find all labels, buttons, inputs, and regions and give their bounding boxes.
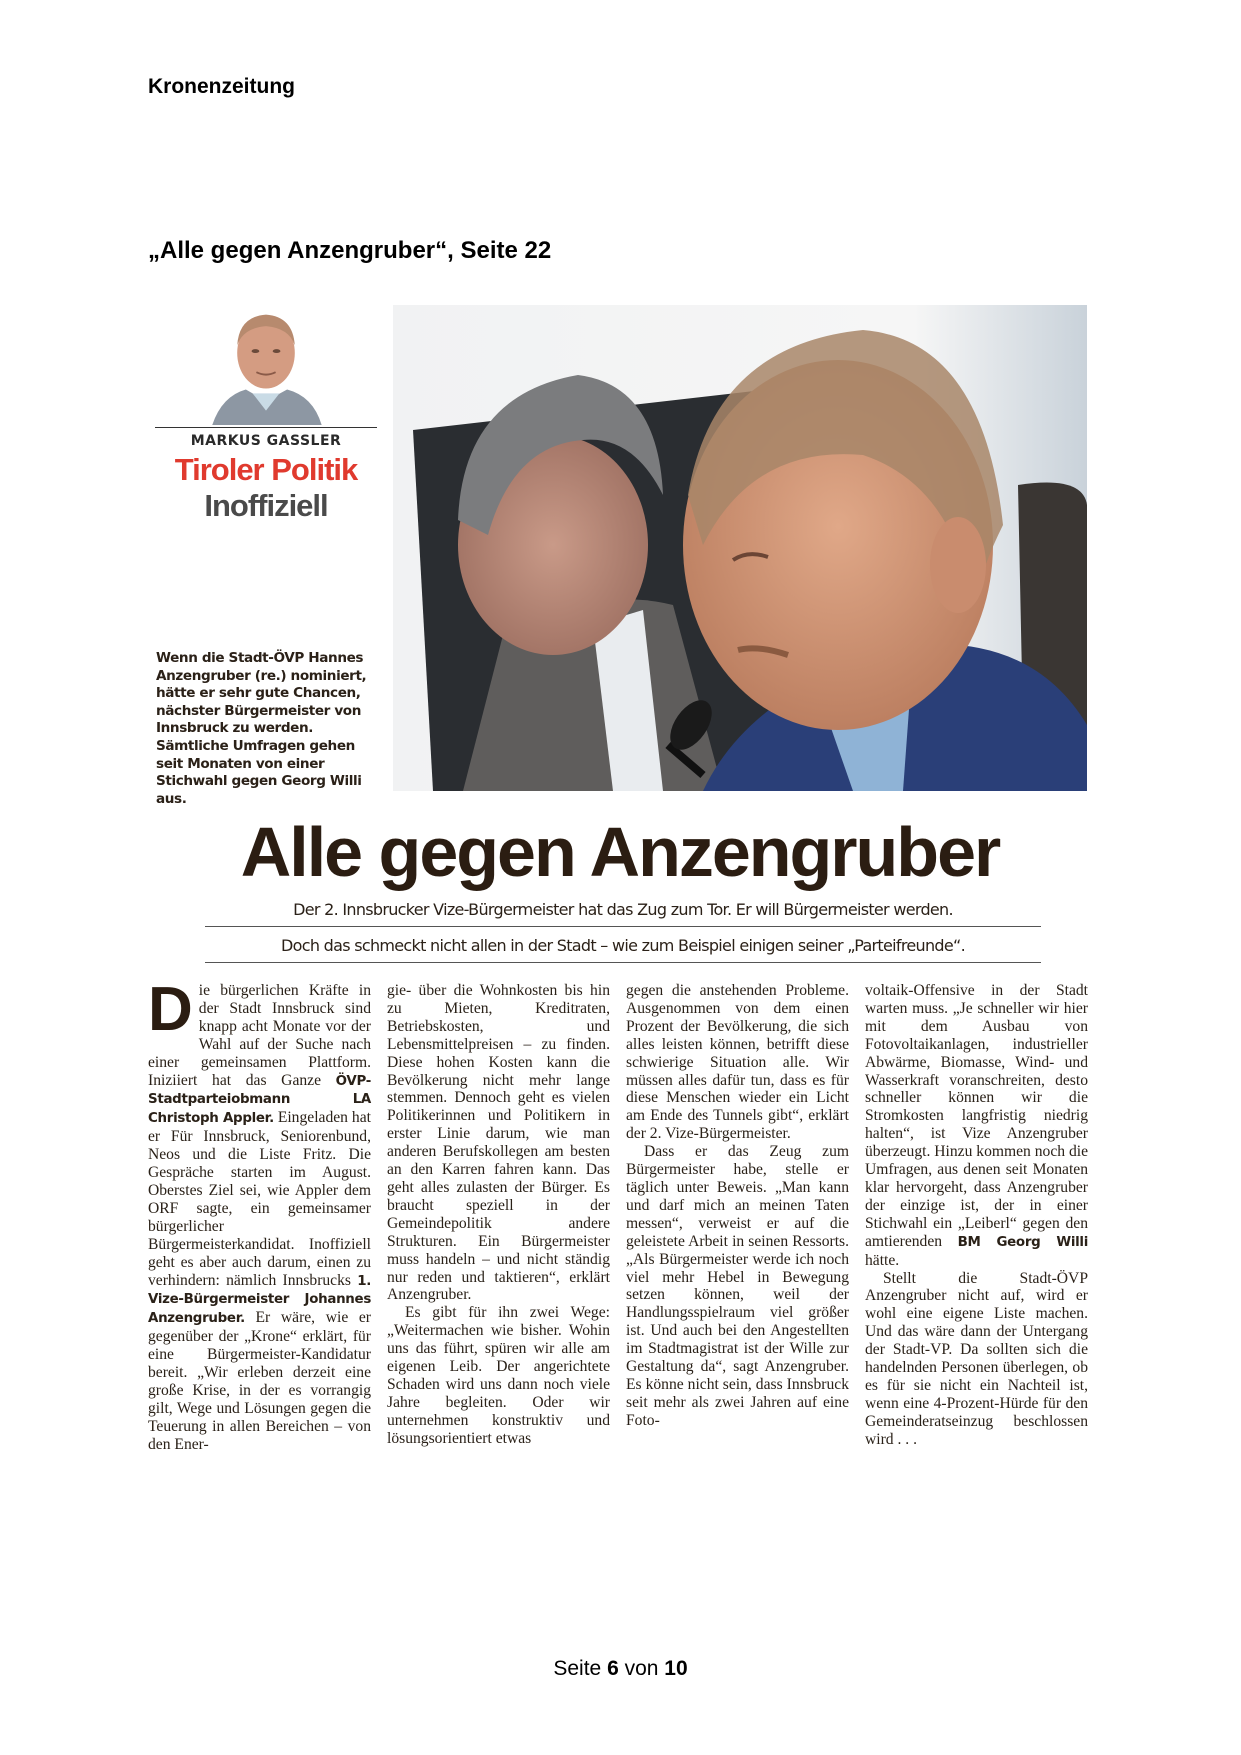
article-photo	[393, 305, 1087, 791]
body-text: hätte.	[865, 1251, 900, 1269]
article-column-4	[865, 982, 1088, 1522]
article-column-1	[148, 975, 371, 1522]
total-pages: 10	[664, 1657, 688, 1680]
publication-name: Kronenzeitung	[148, 75, 295, 98]
article-photo-image	[393, 305, 1087, 791]
body-paragraph: Dass er das Zeug zum Bürgermeister habe, stelle er täglich unter Beweis. „Man kann und darf mich an meinen Taten messen“, verweist er auf die geleistete Arbeit in seinen Ressorts. „Als Bürgermeister werde ich noch viel mehr Hebel in Bewegung setzen können, weil der Handlungsspielraum viel größer ist. Und auch bei den Angestellten im Stadtmagistrat ist der Wille zur Gestaltung da“, sagt Anzengruber. Es könne nicht sein, dass Innsbruck seit mehr als zwei Jahren auf eine Foto-	[626, 1143, 849, 1429]
author-divider	[155, 427, 377, 428]
subheadline-divider	[205, 962, 1041, 963]
body-text: ie bürgerlichen Kräfte in der Stadt Innsbruck sind knapp acht Monate vor der Wahl auf der Suche nach einer gemeinsamen Plattform. Iniziiert hat das Ganze	[148, 982, 371, 1089]
bold-name: ÖVP-Stadtparteiobmann LA Christoph Appler.	[148, 1073, 371, 1127]
column-title-line1: Tiroler Politik	[174, 452, 358, 487]
body-paragraph	[865, 982, 1088, 1270]
article-column-3	[626, 982, 849, 1522]
column-title	[140, 452, 392, 524]
subheadline-line1: Der 2. Innsbrucker Vize-Bürgermeister hat das Zug zum Tor. Er will Bürgermeister werden.	[293, 900, 953, 919]
column-title-line2: Inoffiziell	[204, 488, 328, 523]
author-name: MARKUS GASSLER	[190, 433, 342, 449]
page-label: Seite	[553, 1657, 602, 1680]
body-text: voltaik-Offensive in der Stadt warten muss. „Je schneller wir hier mit dem Ausbau von Fotovoltaikanlagen, industrieller Abwärme, Biomasse, Wind- und Wasserkraft voranschreiten, desto schneller können wir die Stromkosten langfristig niedrig halten“, ist Vize Anzengruber überzeugt. Hinzu kommen noch die Umfragen, aus denen seit Monaten klar hervorgeht, dass Anzengruber der einzige ist, der in einer Stichwahl ein „Leiberl“ gegen den amtierenden	[865, 982, 1089, 1250]
body-paragraph: gie- über die Wohnkosten bis hin zu Mieten, Kreditraten, Betriebskosten, und Lebensmittelpreisen – zu finden. Diese hohen Kosten kann die Bevölkerung nicht mehr lange stemmen. Dennoch geht es vielen Politikerinnen und Politikern in erster Linie darum, wie man anderen Berufskollegen am besten an den Karren fahren kann. Das geht alles zulasten der Bürger. Es braucht speziell in der Gemeindepolitik andere Strukturen. Ein Bürgermeister muss handeln – und nicht ständig nur reden und taktieren“, erklärt Anzengruber.	[387, 982, 610, 1304]
article-column-2	[387, 982, 610, 1522]
subheadline-divider	[205, 926, 1041, 927]
body-paragraph: Es gibt für ihn zwei Wege: „Weitermachen wie bisher. Wohin uns das führt, spüren wir alle am eigenen Leib. Der angerichtete Schaden wird uns dann noch viele Jahre begleiten. Oder wir unternehmen konstruktiv und lösungsorientiert etwas	[387, 1304, 610, 1447]
author-portrait-image	[200, 305, 332, 425]
bold-name: BM Georg Willi	[957, 1234, 1088, 1250]
of-label: von	[624, 1657, 659, 1680]
article-headline: Alle gegen Anzengruber	[240, 813, 1000, 891]
page-footer	[0, 1656, 1241, 1682]
subheadline-line2: Doch das schmeckt nicht allen in der Stadt – wie zum Beispiel einigen seiner „Parteifreunde“.	[281, 936, 965, 955]
article-body	[148, 975, 1089, 1522]
photo-caption: Wenn die Stadt-ÖVP Hannes Anzengruber (re.) nominiert, hätte er sehr gute Chancen, nächster Bürgermeister von Innsbruck zu werden. Sämtliche Umfragen gehen seit Monaten von einer Stichwahl gegen Georg Willi aus.	[156, 650, 367, 807]
body-text: Eingeladen hat er Für Innsbruck, Seniorenbund, Neos und die Liste Fritz. Die Gespräche starten im August. Oberstes Ziel sei, wie Appler dem ORF sagte, ein gemeinsamer bürgerlicher Bürgermeisterkandidat. Inoffiziell geht es aber auch darum, einen zu verhindern: nämlich Innsbrucks	[148, 1109, 371, 1289]
body-paragraph	[148, 975, 371, 1454]
drop-cap: D	[148, 975, 193, 1044]
article-reference: „Alle gegen Anzengruber“, Seite 22	[148, 237, 552, 264]
body-paragraph: Stellt die Stadt-ÖVP Anzengruber nicht auf, wird er wohl eine eigene Liste machen. Und das wäre dann der Untergang der Stadt-VP. Da sollten sich die handelnden Personen überlegen, ob es für sie nicht ein Nachteil ist, wenn eine 4-Prozent-Hürde für den Gemeinderatseinzug beschlossen wird . . .	[865, 1269, 1088, 1448]
body-paragraph: gegen die anstehenden Probleme. Ausgenommen von dem einen Prozent der Bevölkerung, die sich alles leisten können, betrifft diese schwierige Situation alle. Wir müssen alles dafür tun, dass es für diese Menschen wieder ein Licht am Ende des Tunnels gibt“, erklärt der 2. Vize-Bürgermeister.	[626, 982, 849, 1143]
author-portrait	[200, 305, 332, 425]
body-text: Er wäre, wie er gegenüber der „Krone“ erklärt, für eine Bürgermeister-Kandidatur bereit. „Wir erleben derzeit eine große Krise, in der es vorrangig gilt, Wege und Lösungen gegen die Teuerung in allen Bereichen – von den Ener-	[148, 1309, 371, 1453]
bold-name: 1. Vize-Bürgermeister Johannes Anzengruber.	[148, 1273, 371, 1327]
current-page: 6	[607, 1657, 619, 1680]
